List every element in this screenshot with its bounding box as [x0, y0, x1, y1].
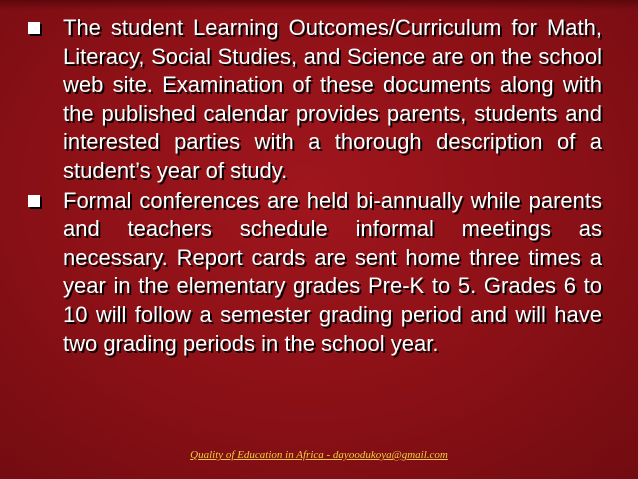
bullet-item-conferences	[28, 187, 602, 359]
bullet-text-curriculum: The student Learning Outcomes/Curriculum for Math, Literacy, Social Studies, and Science are on the school web site. Examination of these documents along with the published calendar provides parents, students and interested parties with a thorough description of a student’s year of study.	[63, 15, 602, 183]
top-band	[0, 0, 638, 10]
bullet-item-curriculum	[28, 14, 602, 186]
square-bullet-icon	[28, 22, 40, 34]
footer-credit: Quality of Education in Africa - dayoodukoya@gmail.com	[190, 449, 448, 461]
bullet-list	[28, 14, 602, 358]
bullet-text-conferences: Formal conferences are held bi-annually while parents and teachers schedule informal meetings as necessary. Report cards are sent home three times a year in the elementary grades Pre-K to 5. Grades 6 to 10 will follow a semester grading period and will have two grading periods in the school year.	[63, 187, 602, 356]
square-bullet-icon	[28, 195, 40, 207]
